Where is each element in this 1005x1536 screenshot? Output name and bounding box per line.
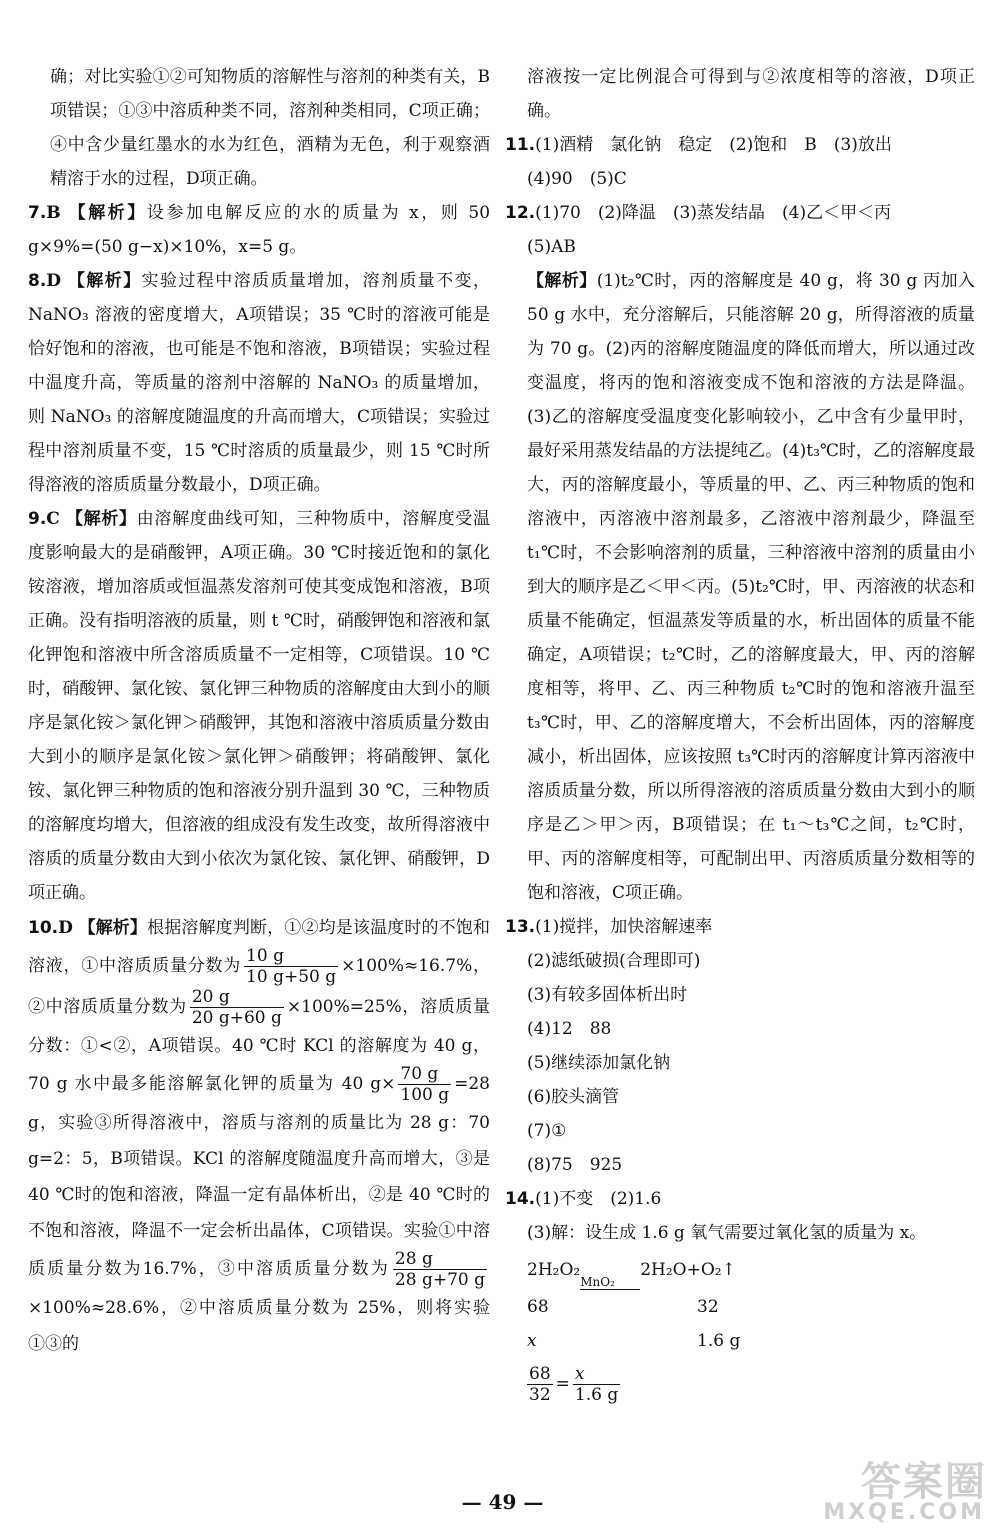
proportion-equation: $\frac{68}{32}$ = $\frac{x}{1.6 g}$ (529, 1364, 619, 1405)
q8-number: 8. (28, 271, 47, 291)
q10-continuation: 溶液按一定比例混合可得到与②浓度相等的溶液，D项正确。 (527, 67, 975, 121)
question-11 (505, 128, 975, 162)
q13-item: (5)继续添加氯化钠 (527, 1053, 671, 1073)
q9-analysis: 由溶解度曲线可知，三种物质中，溶解度受温度影响最大的是硝酸钾，A项正确。30 ℃时接近饱和的氯化铵溶液，增加溶质或恒温蒸发溶剂可使其变成饱和溶液，B项正确。没有指明溶液的质量，则 t ℃时，硝酸钾饱和溶液和氯化钾饱和溶液中所含溶质质量不一定相等，C项错误。10 ℃时，硝酸钾、氯化铵、氯化钾三种物质的溶解度由大到小的顺序是氯化铵＞氯化钾＞硝酸钾，其饱和溶液中溶质质量分数由大到小的顺序是氯化铵＞氯化钾＞硝酸钾；将硝酸钾、氯化铵、氯化钾三种物质的饱和溶液分别升温到 30 ℃，三种物质的溶解度均增大，但溶液的组成没有发生改变，故所得溶液中溶质的质量分数由大到小依次为氯化铵、氯化钾、硝酸钾，D项正确。 (28, 509, 491, 903)
ratio-right (573, 1364, 620, 1405)
q13-item: (4)12 88 (527, 1019, 612, 1039)
right-column (505, 60, 975, 1405)
q7-answer: B (46, 203, 61, 223)
fraction-numerator: 28 g (393, 1249, 487, 1270)
question-9 (28, 502, 490, 910)
fraction-denominator: 10 g+50 g (246, 967, 337, 987)
left-column (28, 60, 490, 1362)
q10-analysis-part3: ×100%=25%，溶质质量分数：①<②，A项错误。40 ℃时 KCl 的溶解度为 40 g，70 g 水中最多能溶解氯化钾的质量为 40 g× (28, 997, 491, 1094)
molar-mass-oxygen: 32 (697, 1297, 719, 1317)
fraction-numerator: 20 g (190, 987, 284, 1008)
q13-item: (8)75 925 (527, 1155, 623, 1175)
fraction-numerator: 68 (529, 1364, 551, 1384)
q13-item: (6)胶头滴管 (527, 1087, 620, 1107)
question-14 (505, 1182, 975, 1216)
q14-number: 14. (505, 1189, 536, 1209)
q10-number: 10. (28, 918, 59, 938)
fraction-numerator: 10 g (244, 946, 338, 967)
q7-number: 7. (28, 203, 47, 223)
fraction-denominator: 100 g (400, 1085, 450, 1105)
q13-item: (7)① (527, 1121, 567, 1141)
q13-item: (3)有较多固体析出时 (527, 985, 688, 1005)
q9-number: 9. (28, 509, 47, 529)
q10-analysis-part1: 根据溶解度判断，①②均是该温度时的不饱和溶液，①中溶质质量分数为 (28, 918, 491, 976)
q12-analysis-tag: 【解析】 (527, 271, 597, 291)
watermark-logo (812, 1450, 997, 1530)
question-8 (28, 264, 490, 502)
fraction-numerator: x (573, 1364, 620, 1385)
fraction-denominator: 28 g+70 g (394, 1270, 485, 1290)
q8-analysis-tag: 【解析】 (67, 271, 142, 291)
question-12 (505, 196, 975, 230)
q13-item: (2)滤纸破损(合理即可) (527, 951, 701, 971)
q12-answers-line2: (5)AB (527, 237, 576, 257)
equation-products: 2H₂O+O₂↑ (640, 1260, 736, 1280)
q10-analysis-tag: 【解析】 (78, 918, 148, 938)
q7-analysis-tag: 【解析】 (68, 203, 147, 223)
question-7 (28, 196, 490, 264)
actual-mass-row (505, 1324, 975, 1358)
question-13 (505, 910, 975, 944)
q10-fraction-2 (190, 987, 284, 1028)
fraction-numerator: 70 g (398, 1064, 451, 1085)
fraction-denominator: 1.6 g (574, 1385, 619, 1405)
q14-answers-line1: (1)不变 (2)1.6 (535, 1189, 662, 1209)
question-10 (28, 910, 490, 1362)
equation-reactant: 2H₂O₂ (527, 1260, 581, 1280)
q12-analysis-block (505, 264, 975, 910)
q12-number: 12. (505, 203, 536, 223)
q10-analysis-part2: ×100%≈16.7%，②中溶质质量分数为 (28, 956, 490, 1017)
watermark-url: MXQE.COM (823, 1500, 985, 1525)
mass-ratio-row (505, 1290, 975, 1324)
fraction-denominator: 20 g+60 g (191, 1008, 282, 1028)
page-number: — 49 — (461, 1490, 544, 1514)
q8-analysis: 实验过程中溶质质量增加，溶剂质量不变，NaNO₃ 溶液的密度增大，A项错误；35 ℃时的溶液可能是恰好饱和的溶液，也可能是不饱和溶液，B项错误；实验过程中温度升高，等质量的溶剂中溶解的 NaNO₃ 的质量增加，则 NaNO₃ 的溶解度随温度的升高而增大，C项错误；实验过程中溶剂质量不变，15 ℃时溶质的质量最少，则 15 ℃时所得溶液的溶质质量分数最小，D项正确。 (28, 271, 491, 495)
q14-solution-intro: (3)解：设生成 1.6 g 氧气需要过氧化氢的质量为 x。 (527, 1223, 927, 1243)
q11-answers-line2: (4)90 (5)C (527, 169, 627, 189)
q12-analysis: (1)t₂℃时，丙的溶解度是 40 g，将 30 g 丙加入 50 g 水中，充分溶解后，只能溶解 20 g，所得溶液的质量为 70 g。(2)丙的溶解度随温度的降低而增大，所以通过改变温度，将丙的饱和溶液变成不饱和溶液的方法是降温。(3)乙的溶解度受温度变化影响较小，乙中含有少量甲时，最好采用蒸发结晶的方法提纯乙。(4)t₃℃时，乙的溶解度最大，丙的溶解度最小，等质量的甲、乙、丙三种物质的饱和溶液中，丙溶液中溶剂最多，乙溶液中溶剂最少，降温至 t₁℃时，不会影响溶剂的质量，三种溶液中溶剂的质量由小到大的顺序是乙＜甲＜丙。(5)t₂℃时，甲、丙溶液的状态和质量不能确定，恒温蒸发等质量的水，析出固体的质量不能确定，A项错误；t₂℃时，乙的溶解度最大，甲、丙的溶解度相等，将甲、乙、丙三种物质 t₂℃时的饱和溶液升温至 t₃℃时，甲、乙的溶解度增大，不会析出固体，丙的溶解度减小，析出固体，应该按照 t₃℃时丙的溶解度计算丙溶液中溶质质量分数，所以所得溶液的溶质质量分数由大到小的顺序是乙＞甲＞丙，B项错误；在 t₁～t₃℃之间，t₂℃时，甲、丙的溶解度相等，可配制出甲、丙溶质质量分数相等的饱和溶液，C项正确。 (527, 271, 975, 903)
molar-mass-reactant: 68 (527, 1297, 549, 1317)
q6-continuation: 确；对比实验①②可知物质的溶解性与溶剂的种类有关，B项错误；①③中溶质种类不同，溶剂种类相同，C项正确；④中含少量红墨水的水为红色，酒精为无色，利于观察酒精溶于水的过程，D项正确。 (50, 67, 490, 189)
fraction-denominator: 32 (529, 1385, 551, 1405)
q10-answer: D (58, 918, 73, 938)
q11-answers-line1: (1)酒精 氯化钠 稳定 (2)饱和 B (3)放出 (535, 135, 892, 155)
reaction-arrow (580, 1275, 640, 1290)
q9-answer: C (46, 509, 60, 529)
chemical-equation (505, 1250, 975, 1290)
q10-fraction-4 (393, 1249, 487, 1290)
catalyst-label: MnO₂ (580, 1275, 640, 1290)
q7-analysis: 设参加电解反应的水的质量为 x，则 50 g×9%=(50 g−x)×10%，x=5 g。 (28, 203, 491, 257)
q13-number: 13. (505, 917, 536, 937)
q10-analysis-part5: ×100%≈28.6%，②中溶质质量分数为 25%，则将实验①③的 (28, 1298, 490, 1354)
ratio-left (527, 1364, 553, 1405)
q11-number: 11. (505, 135, 536, 155)
watermark-text: 答案圈 (861, 1459, 987, 1505)
oxygen-mass: 1.6 g (697, 1331, 741, 1351)
q9-analysis-tag: 【解析】 (65, 509, 137, 529)
q8-answer: D (46, 271, 62, 291)
q13-item: (1)搅拌，加快溶解速率 (535, 917, 713, 937)
q12-answers-line1: (1)70 (2)降温 (3)蒸发结晶 (4)乙＜甲＜丙 (535, 203, 892, 223)
q10-fraction-1 (244, 946, 338, 987)
q10-analysis-part4: =28 g，实验③所得溶液中，溶质与溶剂的质量比为 28 g：70 g=2：5，B项错误。KCl 的溶解度随温度升高而增大，③是 40 ℃时的饱和溶液，降温一定有晶体析出，②是 40 ℃时的不饱和溶液，降温不一定会析出晶体，C项错误。实验①中溶质质量分数为16.7%，③中溶质质量分数为 (28, 1074, 490, 1279)
unknown-mass: x (527, 1331, 537, 1351)
q10-fraction-3 (398, 1064, 451, 1105)
